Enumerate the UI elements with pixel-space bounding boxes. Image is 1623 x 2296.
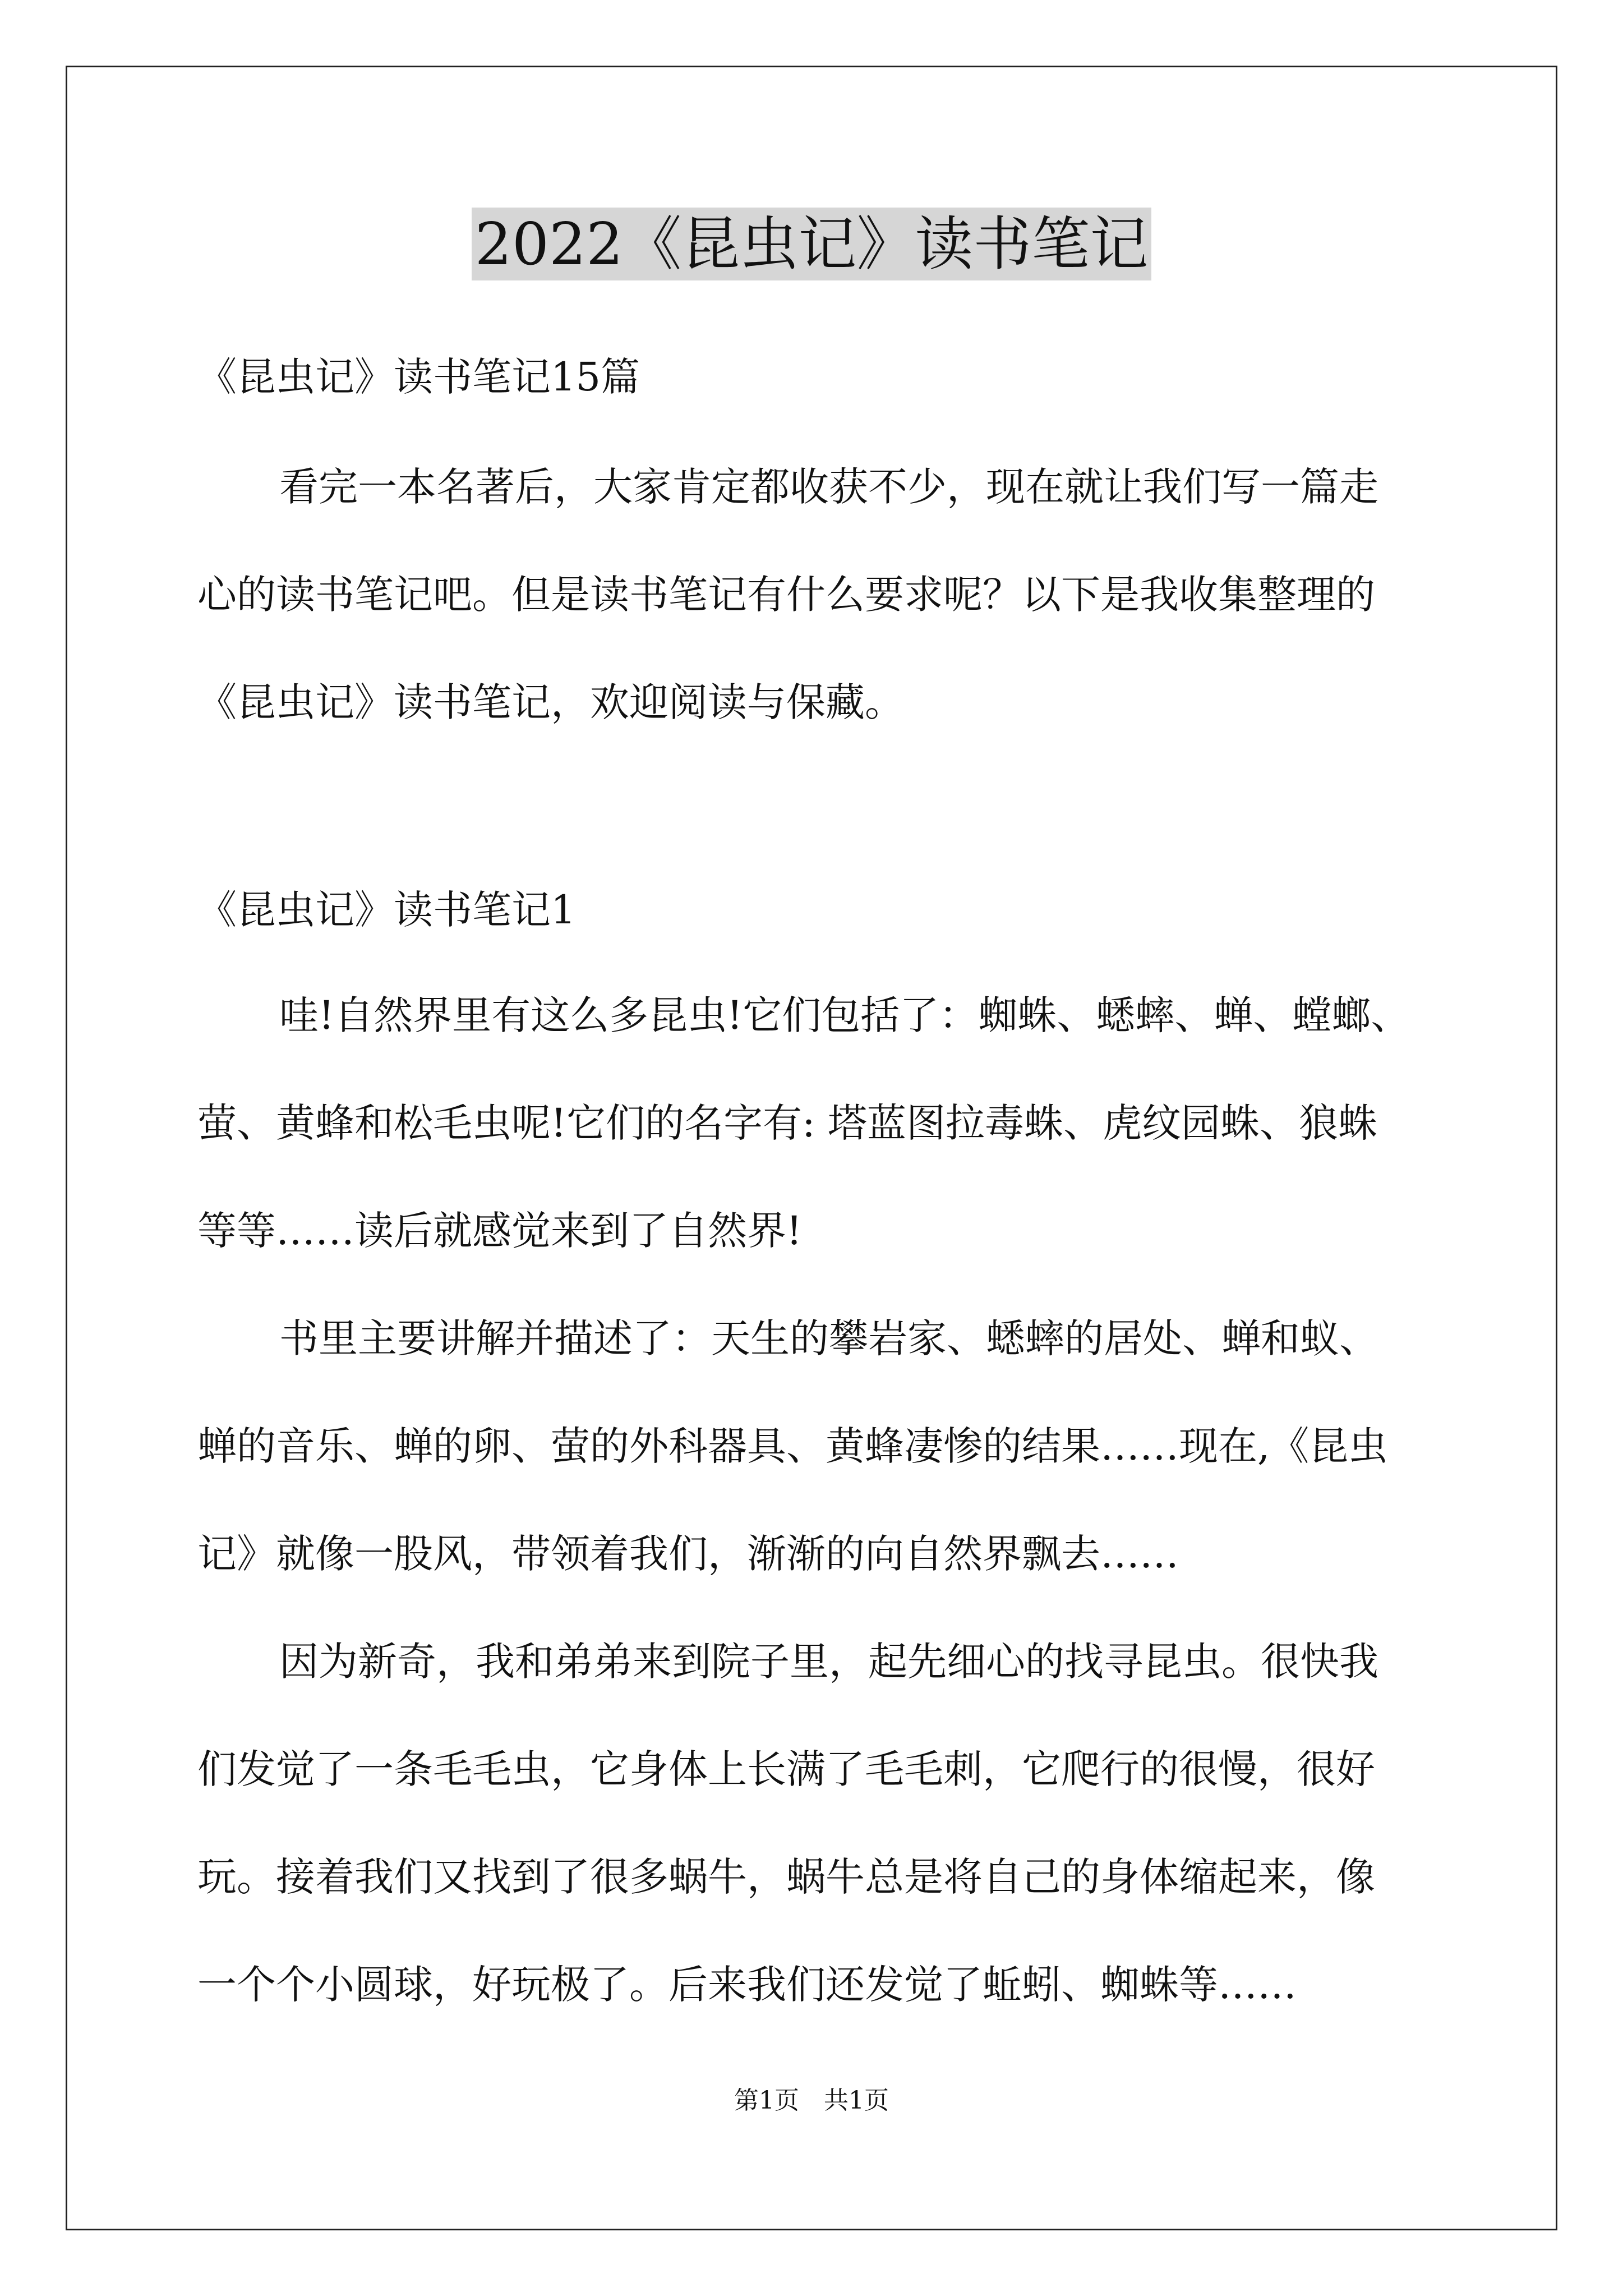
paragraph-line: 因为新奇，我和弟弟来到院子里，起先细心的找寻昆虫。很快我 (279, 1639, 1378, 1685)
paragraph-3 (197, 1608, 1448, 2039)
intro-line: 《昆虫记》读书笔记，欢迎阅读与保藏。 (197, 679, 904, 725)
paragraph-line: 萤、黄蜂和松毛虫呢!它们的名字有: 塔蓝图拉毒蛛、虎纹园蛛、狼蛛 (197, 1100, 1377, 1146)
document-subtitle: 《昆虫记》读书笔记15篇 (197, 354, 640, 400)
paragraph-2 (197, 1285, 1448, 1608)
paragraph-line: 蝉的音乐、蝉的卵、萤的外科器具、黄蜂凄惨的结果……现在,《昆虫 (197, 1423, 1388, 1469)
document-title-text: 2022《昆虫记》读书笔记 (472, 208, 1152, 280)
intro-line: 心的读书笔记吧。但是读书笔记有什么要求呢？以下是我收集整理的 (197, 572, 1375, 618)
paragraph-line: 们发觉了一条毛毛虫，它身体上长满了毛毛刺，它爬行的很慢，很好 (197, 1746, 1375, 1792)
paragraph-line: 玩。接着我们又找到了很多蜗牛，蜗牛总是将自己的身体缩起来，像 (197, 1854, 1375, 1900)
paragraph-1 (197, 961, 1448, 1285)
page-footer: 第1页 共1页 (734, 2086, 889, 2115)
intro-paragraph (197, 433, 1448, 756)
paragraph-line: 哇!自然界里有这么多昆虫!它们包括了：蜘蛛、蟋蟀、蝉、螳螂、 (279, 992, 1410, 1038)
section-heading: 《昆虫记》读书笔记1 (197, 887, 576, 933)
paragraph-line: 一个个小圆球，好玩极了。后来我们还发觉了蚯蚓、蜘蛛等…… (197, 1962, 1297, 2008)
paragraph-line: 书里主要讲解并描述了：天生的攀岩家、蟋蟀的居处、蝉和蚁、 (279, 1315, 1378, 1361)
paragraph-line: 记》就像一股风，带领着我们，渐渐的向自然界飘去…… (197, 1531, 1179, 1577)
document-title (0, 202, 1623, 286)
paragraph-line: 等等……读后就感觉来到了自然界! (197, 1208, 803, 1254)
intro-line: 看完一本名著后，大家肯定都收获不少，现在就让我们写一篇走 (279, 464, 1378, 510)
